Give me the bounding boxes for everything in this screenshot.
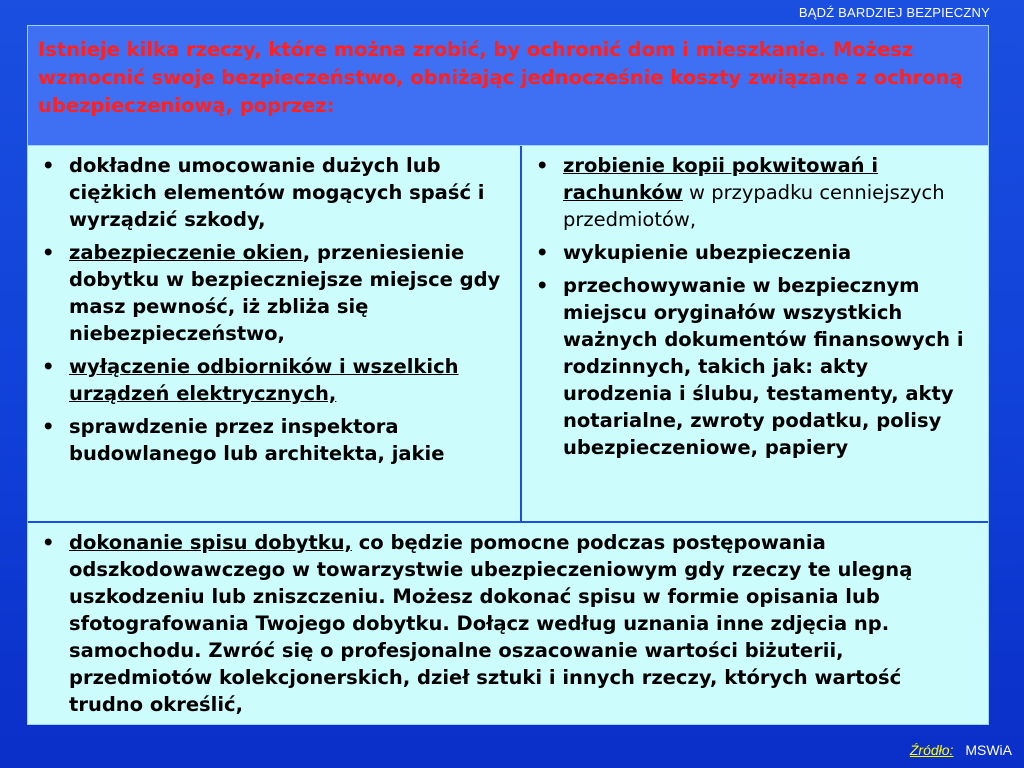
item-text: wykupienie ubezpieczenia	[563, 241, 852, 264]
list-item	[534, 239, 980, 266]
item-text: , przeniesienie dobytku w bezpieczniejsze miejsce gdy masz pewność, iż zbliża się niebezpieczeństwo,	[69, 241, 501, 345]
intro-text: Istnieje kilka rzeczy, które można zrobić, by ochronić dom i mieszkanie. Możesz wzmocnić swoje bezpieczeństwo, obniżając jednocześnie koszty związane z ochroną ubezpieczeniową, poprzez:	[38, 38, 963, 117]
intro-box	[28, 26, 988, 146]
list-item	[40, 353, 514, 407]
item-normal-text: w przypadku cenniejszych przedmiotów,	[563, 181, 945, 231]
source-value: MSWiA	[965, 742, 1012, 758]
list-item	[40, 413, 514, 467]
content-table	[27, 25, 989, 725]
list-item	[534, 152, 980, 233]
bullet-icon: •	[536, 241, 549, 264]
right-column	[521, 146, 988, 521]
bullet-icon: •	[42, 531, 55, 554]
source-label: Źródło:	[909, 742, 954, 758]
item-text: dokładne umocowanie dużych lub ciężkich elementów mogących spaść i wyrządzić szkody,	[69, 154, 485, 231]
item-underlined-text: dokonanie spisu dobytku,	[69, 531, 352, 554]
left-column	[28, 146, 521, 521]
bullet-icon: •	[42, 241, 55, 264]
item-underlined-text: zabezpieczenie okien	[69, 241, 303, 264]
list-item	[40, 152, 514, 233]
bottom-list	[40, 529, 980, 718]
item-text: przechowywanie w bezpiecznym miejscu oryginałów wszystkich ważnych dokumentów finansowych i rodzinnych, takich jak: akty urodzenia i ślubu, testamenty, akty notarialne, zwroty podatku, polisy ubezpieczeniowe, papiery	[563, 274, 964, 459]
bullet-icon: •	[42, 355, 55, 378]
item-underlined-text: wyłączenie odbiorników i wszelkich urządzeń elektrycznych,	[69, 355, 459, 405]
list-item	[534, 272, 980, 461]
list-item	[40, 239, 514, 347]
bottom-row	[28, 521, 988, 724]
item-text: co będzie pomocne podczas postępowania odszkodowawczego w towarzystwie ubezpieczeniowym gdy rzeczy te ulegną uszkodzeniu lub zniszczeniu. Możesz dokonać spisu w formie opisania lub sfotografowania Twojego dobytku. Dołącz według uznania inne zdjęcia np. samochodu. Zwróć się o profesjonalne oszacowanie wartości biżuterii, przedmiotów kolekcjonerskich, dzieł sztuki i innych rzeczy, których wartość trudno określić,	[69, 531, 913, 716]
item-text: sprawdzenie przez inspektora budowlanego lub architekta, jakie	[69, 415, 445, 465]
item-underlined-text: zrobienie kopii pokwitowań i rachunków	[563, 154, 879, 204]
slide-header-title: BĄDŹ BARDZIEJ BEZPIECZNY	[798, 5, 990, 20]
bullet-icon: •	[42, 415, 55, 438]
left-list	[40, 152, 514, 467]
bullet-icon: •	[536, 154, 549, 177]
source-footer	[910, 742, 1012, 758]
list-item	[40, 529, 980, 718]
bullet-icon: •	[42, 154, 55, 177]
bullet-icon: •	[536, 274, 549, 297]
right-list	[534, 152, 980, 461]
